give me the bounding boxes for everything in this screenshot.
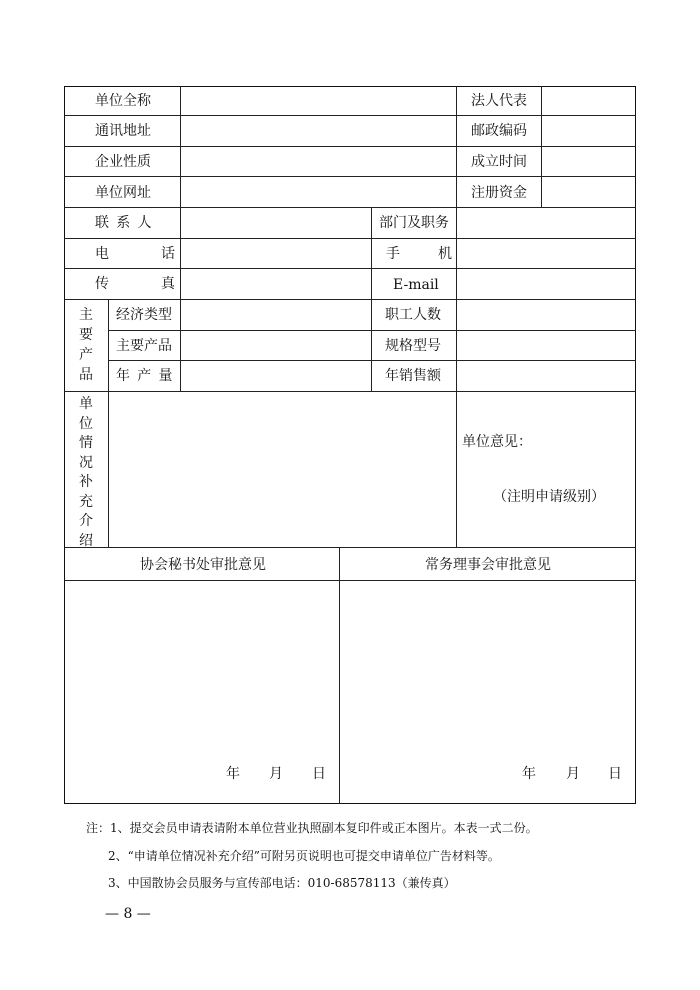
label-legal-rep: 法人代表 xyxy=(471,93,527,109)
secretariat-approval-heading: 协会秘书处审批意见 xyxy=(140,557,266,573)
council-approval-heading: 常务理事会审批意见 xyxy=(425,557,551,573)
label-annual-sales: 年销售额 xyxy=(385,368,441,384)
spec-model-field[interactable] xyxy=(457,331,635,360)
capital-field[interactable] xyxy=(542,177,635,207)
website-field[interactable] xyxy=(181,177,455,207)
nature-field[interactable] xyxy=(181,147,455,176)
council-date-year: 年 xyxy=(522,766,536,782)
label-nature: 企业性质 xyxy=(95,154,151,170)
label-address: 通讯地址 xyxy=(95,123,151,139)
label-annual-output: 年 产 量 xyxy=(116,368,174,384)
label-economic-type: 经济类型 xyxy=(116,307,172,323)
label-main-products: 主要产品 xyxy=(116,338,172,354)
secretariat-date-day: 日 xyxy=(312,766,326,782)
unit-opinion-field[interactable] xyxy=(457,392,635,547)
label-fax: 传 真 xyxy=(95,276,199,292)
label-email: E-mail xyxy=(393,277,439,293)
council-date-month: 月 xyxy=(566,766,580,782)
staff-count-field[interactable] xyxy=(457,300,635,330)
address-field[interactable] xyxy=(181,116,455,146)
label-mobile: 手 机 xyxy=(386,246,469,262)
phone-field[interactable] xyxy=(181,239,370,268)
dept-position-field[interactable] xyxy=(457,208,635,238)
label-phone: 电 话 xyxy=(95,246,199,262)
email-field[interactable] xyxy=(457,269,635,299)
annual-output-field[interactable] xyxy=(181,361,370,391)
label-dept-position: 部门及职务 xyxy=(379,215,449,231)
column-divider xyxy=(371,207,372,391)
annual-sales-field[interactable] xyxy=(457,361,635,391)
secretariat-approval-field[interactable] xyxy=(65,581,338,803)
products-heading: 主要产品 xyxy=(79,307,93,383)
page-number: — 8 — xyxy=(105,906,151,922)
contact-field[interactable] xyxy=(181,208,370,238)
mobile-field[interactable] xyxy=(457,239,635,268)
label-staff-count: 职工人数 xyxy=(385,307,441,323)
secretariat-date-year: 年 xyxy=(226,766,240,782)
founded-field[interactable] xyxy=(542,147,635,176)
label-capital: 注册资金 xyxy=(471,185,527,201)
supplement-textarea[interactable] xyxy=(109,392,455,547)
secretariat-date-month: 月 xyxy=(269,766,283,782)
council-date-day: 日 xyxy=(608,766,622,782)
fax-field[interactable] xyxy=(181,269,370,299)
label-unit-name: 单位全称 xyxy=(95,93,151,109)
label-website: 单位网址 xyxy=(95,185,151,201)
column-divider xyxy=(456,86,457,208)
unit-name-field[interactable] xyxy=(181,87,455,115)
label-spec-model: 规格型号 xyxy=(385,338,441,354)
label-founded: 成立时间 xyxy=(471,154,527,170)
label-contact: 联 系 人 xyxy=(95,215,153,231)
label-postcode: 邮政编码 xyxy=(471,123,527,139)
main-products-field[interactable] xyxy=(181,331,370,360)
council-approval-field[interactable] xyxy=(340,581,635,803)
opinion-level-note: （注明申请级别） xyxy=(493,489,605,505)
note-1: 注：1、提交会员申请表请附本单位营业执照副本复印件或正本图片。本表一式二份。 xyxy=(86,821,538,835)
label-unit-opinion: 单位意见： xyxy=(462,434,532,450)
supplement-heading: 单位情况补充介绍 xyxy=(79,396,93,549)
postcode-field[interactable] xyxy=(542,116,635,146)
legal-rep-field[interactable] xyxy=(542,87,635,115)
note-3: 3、中国散协会员服务与宣传部电话：010-68578113（兼传真） xyxy=(108,876,456,890)
row-divider xyxy=(64,547,636,548)
note-2: 2、“申请单位情况补充介绍”可附另页说明也可提交申请单位广告材料等。 xyxy=(108,849,500,863)
economic-type-field[interactable] xyxy=(181,300,370,330)
